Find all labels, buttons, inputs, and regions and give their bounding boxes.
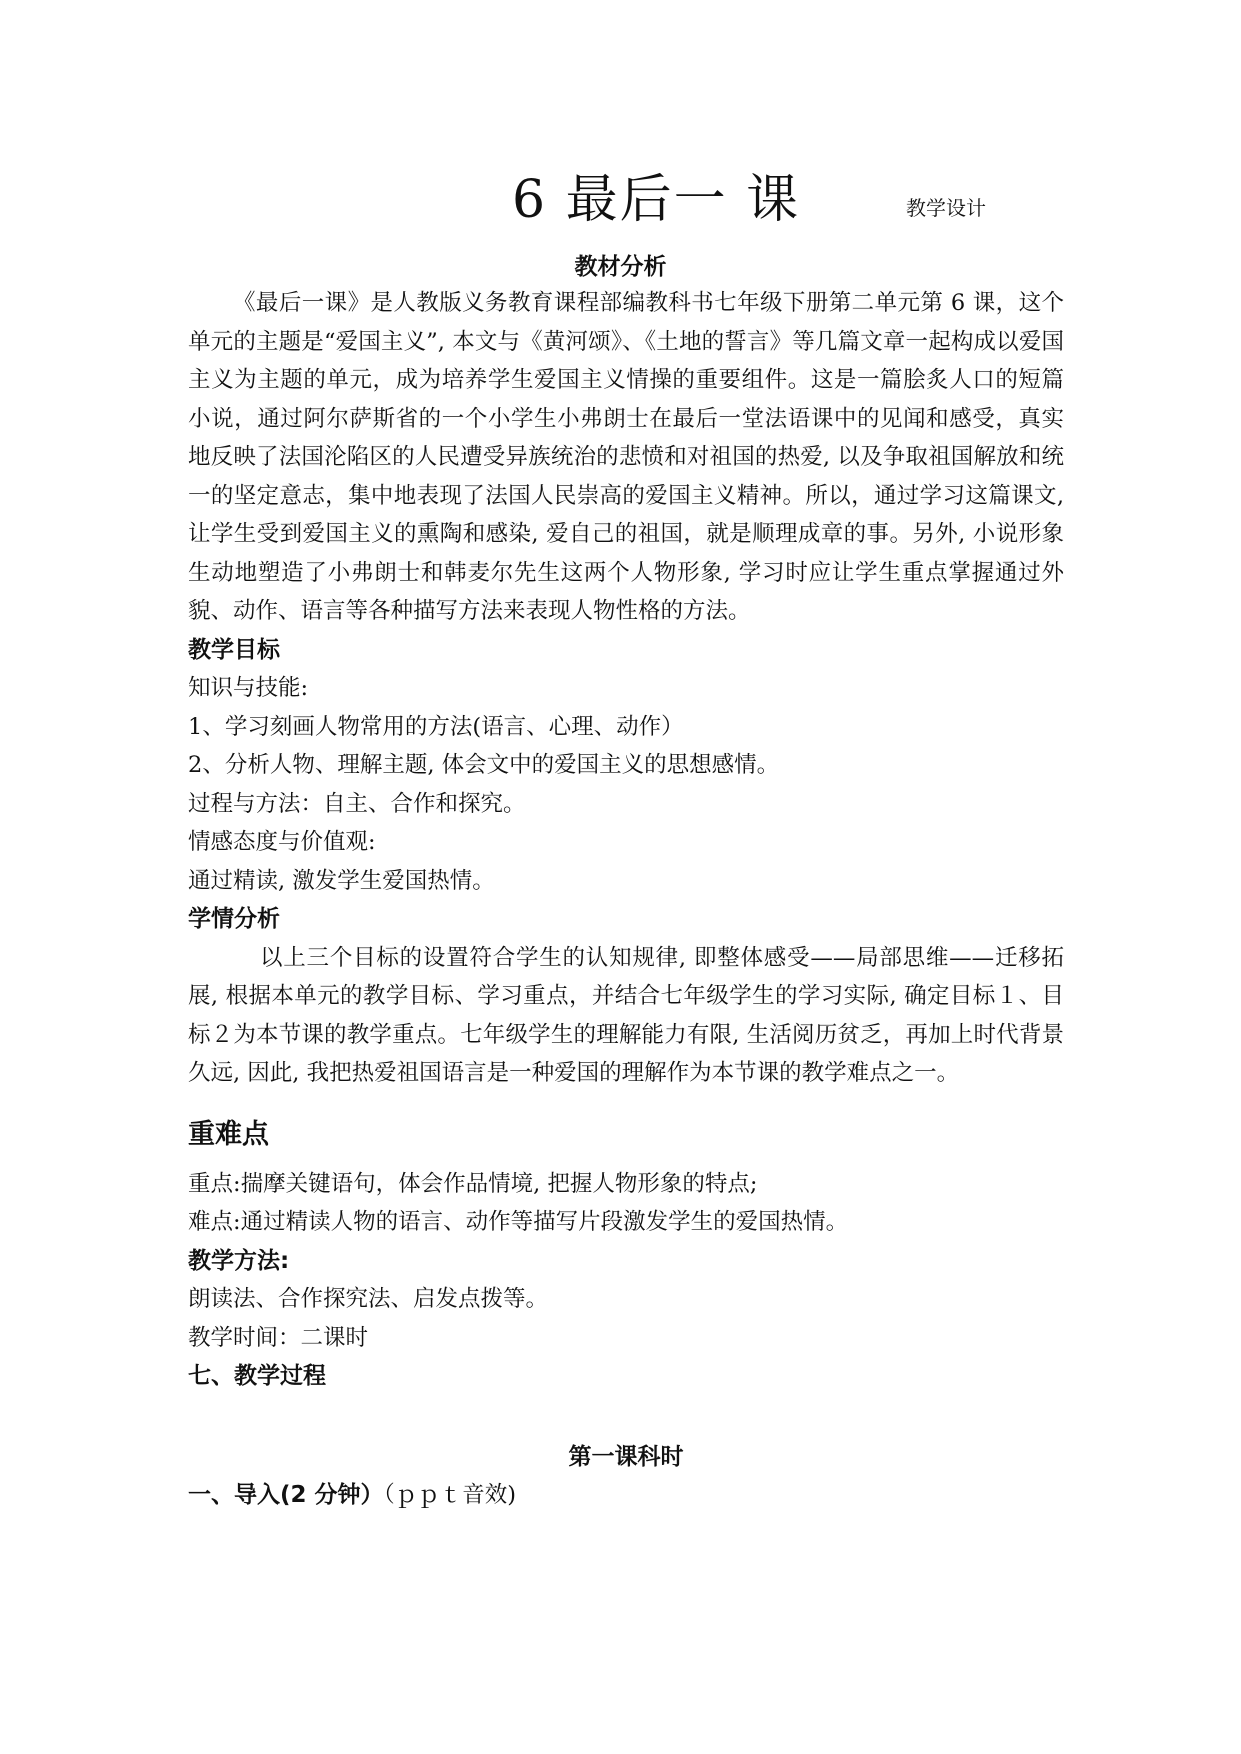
method-line: 教学时间：二课时 (188, 1324, 369, 1351)
goals-line: 情感态度与价值观: (188, 829, 376, 855)
method-heading: 教学方法: (188, 1247, 290, 1274)
learner-heading: 学情分析 (188, 906, 280, 932)
method-line: 朗读法、合作探究法、启发点拨等。 (188, 1286, 549, 1312)
process-heading: 七、教学过程 (188, 1363, 326, 1389)
lesson-heading: 第一课科时 (568, 1443, 684, 1470)
page-title: 6 最后一 课 (512, 170, 801, 230)
analysis-heading: 教材分析 (574, 254, 667, 280)
goals-line: 1、学习刻画人物常用的方法(语言、心理、动作） (188, 713, 684, 740)
goals-line: 知识与技能: (188, 675, 309, 701)
intro-note: （ｐｐｔ音效) (383, 1482, 517, 1508)
learner-paragraph: 以上三个目标的设置符合学生的认知规律, 即整体感受——局部思维——迁移拓展, 根据本单元的教学目标、学习重点，并结合七年级学生的学习实际, 确定目标１、目标２为本节课的教学重点。七年级学生的理解能力有限, 生活阅历贫乏，再加上时代背景久远, 因此, 我把热爱祖国语言是一种爱国的理解作为本节课的教学难点之一。 (188, 944, 1064, 1086)
intro-heading: 一、导入(2 分钟） (188, 1482, 384, 1508)
intro-line (188, 1476, 1064, 1515)
keypoints-heading: 重难点 (188, 1118, 269, 1150)
page-subtitle: 教学设计 (906, 196, 986, 220)
goals-line: 通过精读, 激发学生爱国热情。 (188, 867, 495, 894)
analysis-paragraph: 《最后一课》是人教版义务教育课程部编教科书七年级下册第二单元第 6 课，这个单元的主题是“爱国主义”, 本文与《黄河颂》、《土地的誓言》等几篇文章一起构成以爱国主义为主题的单元，成为培养学生爱国主义情操的重要组件。这是一篇脍炙人口的短篇小说，通过阿尔萨斯省的一个小学生小弗朗士在最后一堂法语课中的见闻和感受，真实地反映了法国沦陷区的人民遭受异族统治的悲愤和对祖国的热爱, 以及争取祖国解放和统一的坚定意志，集中地表现了法国人民崇高的爱国主义精神。所以，通过学习这篇课文, 让学生受到爱国主义的熏陶和感染, 爱自己的祖国，就是顺理成章的事。另外, 小说形象生动地塑造了小弗朗士和韩麦尔先生这两个人物形象, 学习时应让学生重点掌握通过外貌、动作、语言等各种描写方法来表现人物性格的方法。 (188, 290, 1064, 624)
goals-line: 过程与方法：自主、合作和探究。 (188, 790, 526, 817)
keypoints-line: 重点:揣摩关键语句，体会作品情境, 把握人物形象的特点; (188, 1170, 758, 1197)
document-body (188, 284, 1064, 1515)
keypoints-line: 难点:通过精读人物的语言、动作等描写片段激发学生的爱国热情。 (188, 1209, 849, 1235)
goals-line: 2、分析人物、理解主题, 体会文中的爱国主义的思想感情。 (188, 752, 780, 778)
goals-heading: 教学目标 (188, 636, 280, 663)
section-gap (188, 1396, 1064, 1438)
title-row (0, 160, 1241, 240)
